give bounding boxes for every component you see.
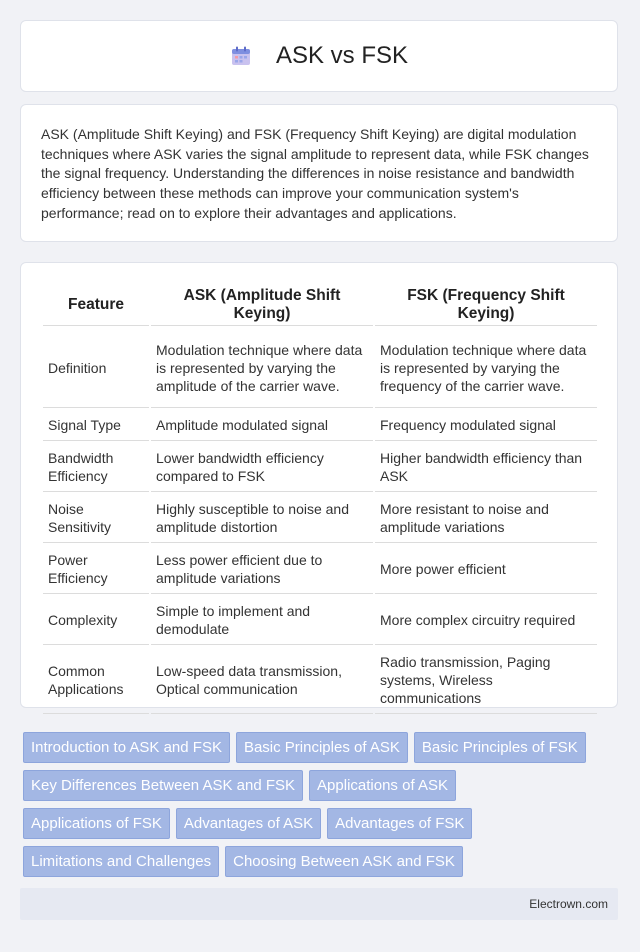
ask-cell: Less power efficient due to amplitude variations bbox=[151, 545, 373, 594]
fsk-cell: More power efficient bbox=[375, 545, 597, 594]
intro-text: ASK (Amplitude Shift Keying) and FSK (Frequency Shift Keying) are digital modulation techniques where ASK varies the signal amplitude to represent data, while FSK changes the signal frequency. Understanding the differences in noise resistance and bandwidth efficiency between these methods can improve your communication system's performance; read on to explore their advantages and applications. bbox=[41, 126, 589, 221]
feature-cell: Common Applications bbox=[43, 647, 149, 714]
comparison-table bbox=[41, 281, 599, 716]
footer-brand[interactable]: Electrown.com bbox=[529, 897, 608, 911]
ask-cell: Highly susceptible to noise and amplitude distortion bbox=[151, 494, 373, 543]
ask-cell: Simple to implement and demodulate bbox=[151, 596, 373, 645]
page-title: ASK vs FSK bbox=[275, 42, 409, 69]
tag-link[interactable]: Basic Principles of FSK bbox=[414, 732, 586, 763]
feature-cell: Noise Sensitivity bbox=[43, 494, 149, 543]
feature-cell: Power Efficiency bbox=[43, 545, 149, 594]
tag-link[interactable]: Advantages of ASK bbox=[176, 808, 321, 839]
ask-cell: Low-speed data transmission, Optical communication bbox=[151, 647, 373, 714]
footer bbox=[20, 888, 618, 920]
table-row bbox=[43, 647, 597, 714]
feature-cell: Signal Type bbox=[43, 410, 149, 441]
tag-link[interactable]: Applications of ASK bbox=[309, 770, 456, 801]
fsk-cell: Modulation technique where data is represented by varying the frequency of the carrier wave. bbox=[375, 328, 597, 408]
table-row bbox=[43, 328, 597, 408]
table-row bbox=[43, 545, 597, 594]
calendar-icon bbox=[230, 45, 252, 67]
feature-cell: Bandwidth Efficiency bbox=[43, 443, 149, 492]
intro-card bbox=[20, 104, 618, 242]
topic-tags bbox=[20, 732, 620, 884]
tag-link[interactable]: Applications of FSK bbox=[23, 808, 170, 839]
header-fsk: FSK (Frequency Shift Keying) bbox=[375, 283, 597, 326]
tag-link[interactable]: Introduction to ASK and FSK bbox=[23, 732, 230, 763]
ask-cell: Modulation technique where data is represented by varying the amplitude of the carrier wave. bbox=[151, 328, 373, 408]
table-row bbox=[43, 494, 597, 543]
table-row bbox=[43, 410, 597, 441]
fsk-cell: Higher bandwidth efficiency than ASK bbox=[375, 443, 597, 492]
tag-link[interactable]: Basic Principles of ASK bbox=[236, 732, 408, 763]
table-row bbox=[43, 443, 597, 492]
tag-link[interactable]: Advantages of FSK bbox=[327, 808, 472, 839]
fsk-cell: More complex circuitry required bbox=[375, 596, 597, 645]
tag-link[interactable]: Choosing Between ASK and FSK bbox=[225, 846, 463, 877]
comparison-table-card bbox=[20, 262, 618, 708]
fsk-cell: Frequency modulated signal bbox=[375, 410, 597, 441]
table-header-row bbox=[43, 283, 597, 326]
fsk-cell: More resistant to noise and amplitude variations bbox=[375, 494, 597, 543]
feature-cell: Complexity bbox=[43, 596, 149, 645]
table-row bbox=[43, 596, 597, 645]
ask-cell: Lower bandwidth efficiency compared to FSK bbox=[151, 443, 373, 492]
title-card bbox=[20, 20, 618, 92]
feature-cell: Definition bbox=[43, 328, 149, 408]
header-feature: Feature bbox=[43, 283, 149, 326]
tag-link[interactable]: Key Differences Between ASK and FSK bbox=[23, 770, 303, 801]
header-ask: ASK (Amplitude Shift Keying) bbox=[151, 283, 373, 326]
fsk-cell: Radio transmission, Paging systems, Wireless communications bbox=[375, 647, 597, 714]
ask-cell: Amplitude modulated signal bbox=[151, 410, 373, 441]
tag-link[interactable]: Limitations and Challenges bbox=[23, 846, 219, 877]
